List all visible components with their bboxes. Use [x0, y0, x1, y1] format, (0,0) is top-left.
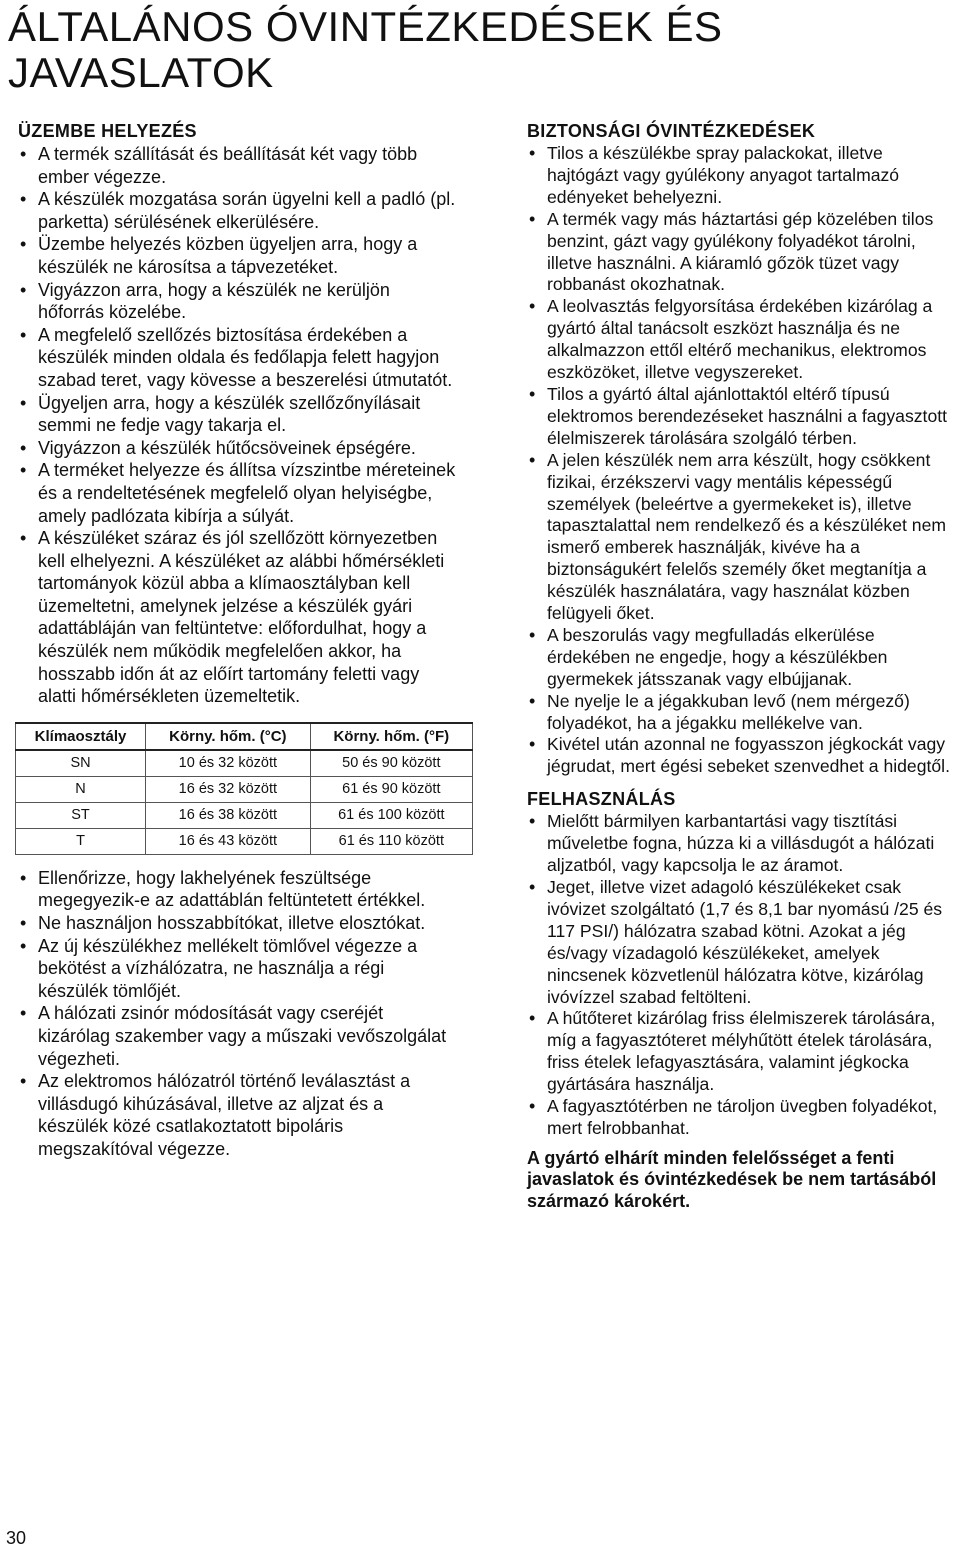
- left-column: [18, 120, 458, 1161]
- table-cell: 61 és 90 között: [310, 776, 472, 802]
- page-title: ÁLTALÁNOS ÓVINTÉZKEDÉSEK ÉS JAVASLATOK: [8, 3, 723, 96]
- list-item: • A termék szállítását és beállítását két vagy több ember végezze.: [18, 143, 458, 188]
- list-item: • A fagyasztótérben ne tároljon üvegben folyadékot, mert felrobbanhat.: [527, 1096, 952, 1140]
- table-cell: SN: [16, 750, 146, 777]
- list-item: • A leolvasztás felgyorsítása érdekében kizárólag a gyártó által tanácsolt eszközt használja és ne alkalmazzon ettől eltérő mechanikus, elektromos eszközöket, illetve vegyszereket.: [527, 296, 952, 384]
- installation-list: [18, 143, 458, 708]
- table-cell: 50 és 90 között: [310, 750, 472, 777]
- climate-class-table: [15, 722, 473, 855]
- table-header-cell: Körny. hőm. (°C): [146, 723, 311, 750]
- list-item: • Ne nyelje le a jégakkuban levő (nem mérgező) folyadékot, ha a jégakku mellékelve van.: [527, 691, 952, 735]
- list-item: • A beszorulás vagy megfulladás elkerülése érdekében ne engedje, hogy a készülékben gyermekek játsszanak vagy elbújjanak.: [527, 625, 952, 691]
- list-item: • Vigyázzon a készülék hűtőcsöveinek épségére.: [18, 437, 458, 460]
- table-header-cell: Körny. hőm. (°F): [310, 723, 472, 750]
- page-number: 30: [6, 1528, 27, 1548]
- table-cell: 61 és 100 között: [310, 802, 472, 828]
- disclaimer-text: A gyártó elhárít minden felelősséget a fenti javaslatok és óvintézkedések be nem tartásából származó károkért.: [527, 1147, 937, 1211]
- usage-list: [527, 811, 952, 1140]
- list-item: • A terméket helyezze és állítsa vízszintbe méreteinek és a rendeltetésének megfelelő olyan helyiségbe, amely padlózata kibírja a súlyát.: [18, 459, 458, 527]
- list-item: • Ellenőrizze, hogy lakhelyének feszültsége megegyezik-e az adattáblán feltüntetett értékkel.: [18, 867, 458, 912]
- list-item: • A hálózati zsinór módosítását vagy cseréjét kizárólag szakember vagy a műszaki vevőszolgálat végezheti.: [18, 1002, 458, 1070]
- table-cell: 10 és 32 között: [146, 750, 311, 777]
- table-cell: 16 és 32 között: [146, 776, 311, 802]
- table-row: [16, 802, 473, 828]
- list-item: • Jeget, illetve vizet adagoló készülékeket csak ivóvizet szolgáltató (1,7 és 8,1 bar nyomású /25 és 117 PSI/) hálózatra szabad kötni. Azokat a jég és/vagy vízadagoló készülékeket, amelyek nincsenek közvetlenül hálózatra kötve, kizárólag ivóvízzel szabad feltölteni.: [527, 877, 952, 1008]
- table-cell: 16 és 38 között: [146, 802, 311, 828]
- list-item: • A készüléket száraz és jól szellőzött környezetben kell elhelyezni. A készüléket az alábbi hőmérsékleti tartományok közül abba a klímaosztályban kell üzemeltetni, amelynek jelzése a készülék gyári adattábláján van feltüntetve: előfordulhat, hogy a készülék nem működik megfelelően akkor, ha hosszabb időn át az előírt tartomány feletti vagy alatti hőmérsékleten üzemeltetik.: [18, 527, 458, 708]
- list-item: • Tilos a készülékbe spray palackokat, illetve hajtógázt vagy gyúlékony anyagot tartalmazó edényeket behelyezni.: [527, 143, 952, 209]
- list-item: • Az elektromos hálózatról történő leválasztást a villásdugó kihúzásával, illetve az aljzat és a készülék közé csatlakoztatott bipoláris megszakítóval végezze.: [18, 1070, 458, 1160]
- usage-heading: FELHASZNÁLÁS: [527, 789, 676, 810]
- safety-heading: BIZTONSÁGI ÓVINTÉZKEDÉSEK: [527, 121, 816, 141]
- list-item: • Tilos a gyártó által ajánlottaktól eltérő típusú elektromos berendezéseket használni a fagyasztott élelmiszerek tárolására szolgáló térben.: [527, 384, 952, 450]
- list-item: • A termék vagy más háztartási gép közelében tilos benzint, gázt vagy gyúlékony folyadékot tárolni, illetve használni. A kiáramló gőzök tüzet vagy robbanást okozhatnak.: [527, 209, 952, 297]
- list-item: • A jelen készülék nem arra készült, hogy csökkent fizikai, érzékszervi vagy mentális képességű személyek (beleértve a gyermekeket is), illetve tapasztalattal nem rendelkező és a készüléket nem ismerő emberek használják, kivéve ha a biztonságukért felelős személy őket megtanítja a készülék használatára, vagy használat közben felügyeli őket.: [527, 450, 952, 625]
- right-column: [527, 120, 952, 1230]
- list-item: • Mielőtt bármilyen karbantartási vagy tisztítási műveletbe fogna, húzza ki a villásdugót a hálózati aljzatból, vagy kapcsolja le az áramot.: [527, 811, 952, 877]
- table-cell: N: [16, 776, 146, 802]
- list-item: • Ügyeljen arra, hogy a készülék szellőzőnyílásait semmi ne fedje vagy takarja el.: [18, 392, 458, 437]
- list-item: • A hűtőteret kizárólag friss élelmiszerek tárolására, míg a fagyasztóteret mélyhűtött ételek tárolására, friss ételek lefagyasztására, valamint jégkocka gyártására használja.: [527, 1008, 952, 1096]
- installation-heading: ÜZEMBE HELYEZÉS: [18, 121, 197, 141]
- list-item: • Üzembe helyezés közben ügyeljen arra, hogy a készülék ne károsítsa a tápvezetéket.: [18, 233, 458, 278]
- list-item: • Vigyázzon arra, hogy a készülék ne kerüljön hőforrás közelébe.: [18, 279, 458, 324]
- list-item: • Kivétel után azonnal ne fogyasszon jégkockát vagy jégrudat, mert égési sebeket szenvedhet a hidegtől.: [527, 734, 952, 778]
- list-item: • A megfelelő szellőzés biztosítása érdekében a készülék minden oldala és fedőlapja felett hagyjon szabad teret, vagy kövesse a beszerelési útmutatót.: [18, 324, 458, 392]
- table-header-cell: Klímaosztály: [16, 723, 146, 750]
- table-cell: 61 és 110 között: [310, 828, 472, 854]
- list-item: • A készülék mozgatása során ügyelni kell a padló (pl. parketta) sérülésének elkerülésére.: [18, 188, 458, 233]
- table-row: [16, 750, 473, 777]
- table-row: [16, 776, 473, 802]
- table-row: [16, 828, 473, 854]
- list-item: • Ne használjon hosszabbítókat, illetve elosztókat.: [18, 912, 458, 935]
- table-cell: ST: [16, 802, 146, 828]
- table-cell: T: [16, 828, 146, 854]
- safety-list: [527, 143, 952, 778]
- table-header-row: [16, 723, 473, 750]
- list-item: • Az új készülékhez mellékelt tömlővel végezze a bekötést a vízhálózatra, ne használja a régi készülék tömlőjét.: [18, 935, 458, 1003]
- table-cell: 16 és 43 között: [146, 828, 311, 854]
- electrical-list: [18, 867, 458, 1161]
